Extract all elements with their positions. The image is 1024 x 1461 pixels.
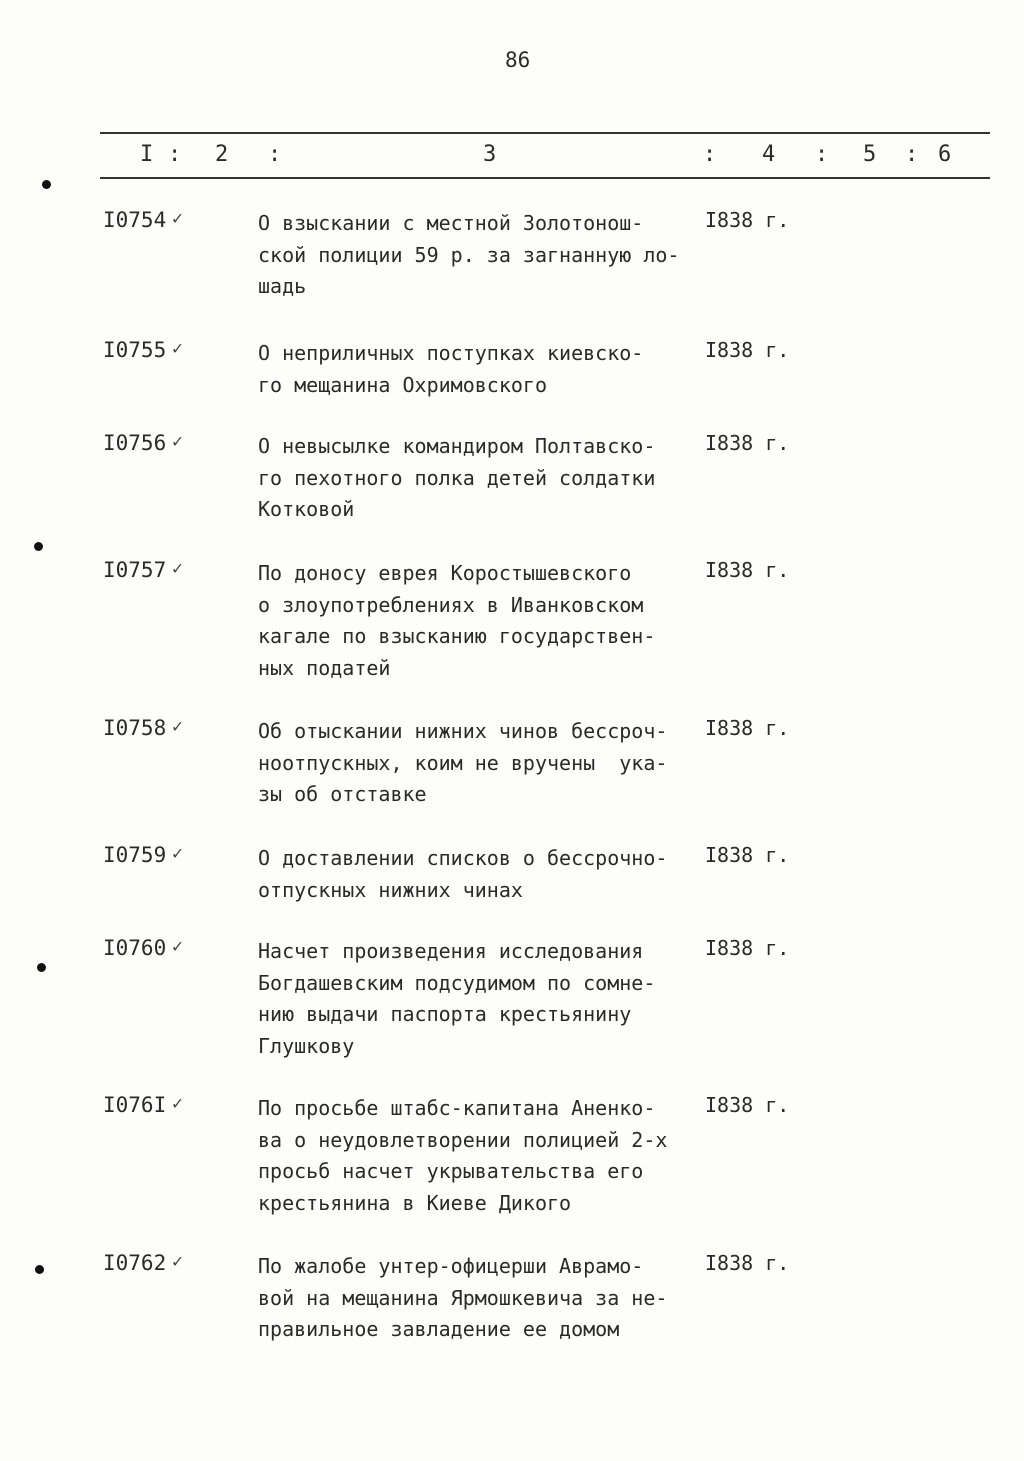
description-line: Котковой: [258, 497, 355, 521]
description-line: вой на мещанина Ярмошкевича за не-: [258, 1285, 668, 1310]
description-line: крестьянина в Киеве Дикого: [258, 1190, 572, 1215]
header-col: 3: [483, 142, 497, 167]
case-description: [258, 338, 643, 401]
case-number: I0757: [103, 558, 167, 582]
case-year: I838 г.: [705, 431, 790, 455]
header-col: 2: [215, 142, 229, 167]
description-line: О доставлении списков о бессрочно-: [258, 846, 668, 870]
header-col: 6: [938, 142, 952, 167]
case-year: I838 г.: [705, 1093, 790, 1117]
check-mark-icon: ✓: [172, 936, 183, 957]
case-year: I838 г.: [705, 558, 790, 582]
description-line: По просьбе штабс-капитана Аненко-: [258, 1096, 656, 1120]
description-line: Глушкову: [258, 1033, 355, 1058]
check-mark-icon: ✓: [172, 558, 183, 579]
page-number: 86: [505, 48, 531, 72]
description-line: просьб насчет укрывательства его: [258, 1159, 644, 1183]
check-mark-icon: ✓: [172, 716, 183, 737]
header-col: I: [140, 142, 154, 167]
case-number: I0758: [103, 716, 167, 740]
case-number: I0756: [103, 431, 167, 455]
description-line: О невысылке командиром Полтавско-: [258, 434, 656, 458]
case-description: [258, 1251, 667, 1346]
header-sep: :: [815, 142, 829, 167]
header-col: 4: [762, 142, 776, 167]
punch-hole: [37, 963, 46, 972]
header-sep: :: [168, 142, 182, 167]
punch-hole: [34, 542, 43, 551]
case-number: I076I: [103, 1093, 167, 1117]
case-description: [258, 1093, 667, 1219]
punch-hole: [35, 1265, 44, 1274]
description-line: правильное завладение ее домом: [258, 1317, 620, 1341]
description-line: О взыскании с местной Золотонош-: [258, 211, 644, 235]
description-line: О неприличных поступках киевско-: [258, 341, 644, 365]
case-number: I0760: [103, 936, 167, 960]
description-line: ноотпускных, коим не вручены ука-: [258, 750, 668, 775]
description-line: ской полиции 59 р. за загнанную ло-: [258, 242, 680, 267]
case-year: I838 г.: [705, 208, 790, 232]
case-number: I0755: [103, 338, 167, 362]
description-line: Богдашевским подсудимом по сомне-: [258, 970, 656, 995]
case-number: I0762: [103, 1251, 167, 1275]
description-line: го мещанина Охримовского: [258, 372, 547, 397]
case-description: [258, 431, 655, 526]
punch-hole: [42, 180, 51, 189]
check-mark-icon: ✓: [172, 843, 183, 864]
description-line: о злоупотреблениях в Иванковском: [258, 592, 644, 617]
header-top-rule: [100, 132, 990, 134]
case-year: I838 г.: [705, 936, 790, 960]
description-line: нию выдачи паспорта крестьянину: [258, 1002, 632, 1026]
header-sep: :: [268, 142, 282, 167]
description-line: шадь: [258, 274, 307, 298]
check-mark-icon: ✓: [172, 338, 183, 359]
description-line: го пехотного полка детей солдатки: [258, 465, 656, 490]
description-line: ва о неудовлетворении полицией 2-х: [258, 1127, 668, 1152]
case-year: I838 г.: [705, 843, 790, 867]
case-description: [258, 843, 667, 906]
header-col: 5: [863, 142, 877, 167]
case-number: I0754: [103, 208, 167, 232]
case-description: [258, 558, 655, 684]
case-description: [258, 936, 655, 1062]
description-line: отпускных нижних чинах: [258, 877, 523, 902]
case-description: [258, 716, 667, 811]
description-line: По доносу еврея Коростышевского: [258, 561, 632, 585]
description-line: ных податей: [258, 655, 391, 680]
check-mark-icon: ✓: [172, 208, 183, 229]
check-mark-icon: ✓: [172, 1093, 183, 1114]
description-line: Насчет произведения исследования: [258, 939, 644, 963]
header-sep: :: [703, 142, 717, 167]
case-year: I838 г.: [705, 716, 790, 740]
case-year: I838 г.: [705, 338, 790, 362]
description-line: зы об отставке: [258, 782, 427, 806]
description-line: кагале по взысканию государствен-: [258, 624, 656, 648]
description-line: Об отыскании нижних чинов бессроч-: [258, 719, 668, 743]
description-line: По жалобе унтер-офицерши Аврамо-: [258, 1254, 644, 1278]
check-mark-icon: ✓: [172, 1251, 183, 1272]
header-bottom-rule: [100, 177, 990, 179]
case-description: [258, 208, 679, 303]
check-mark-icon: ✓: [172, 431, 183, 452]
header-sep: :: [905, 142, 919, 167]
case-number: I0759: [103, 843, 167, 867]
case-year: I838 г.: [705, 1251, 790, 1275]
